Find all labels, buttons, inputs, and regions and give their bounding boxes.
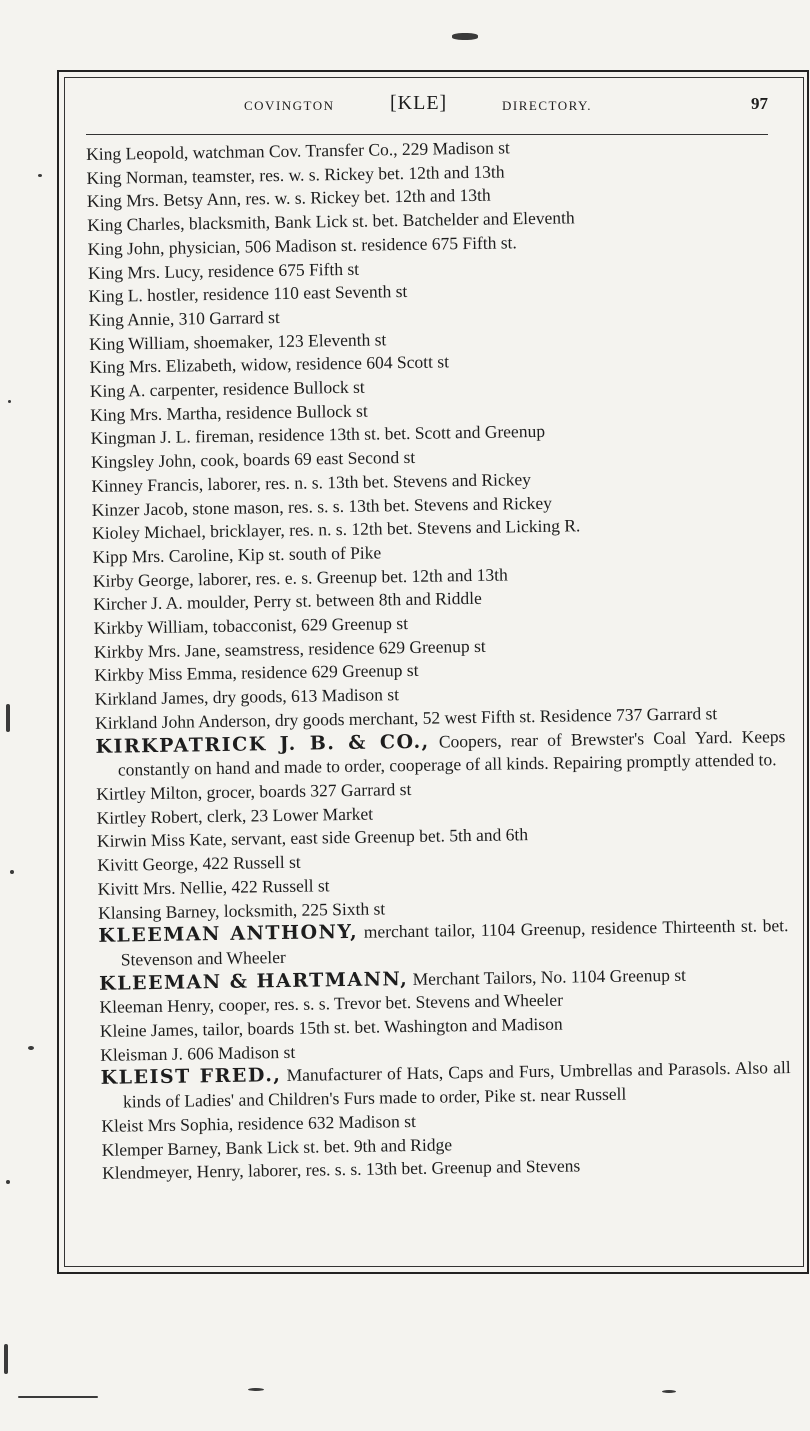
- directory-entry: Kircher J. A. moulder, Perry st. between 8th and Riddle: [93, 588, 482, 615]
- scan-speck: [18, 1396, 98, 1398]
- scan-speck: [38, 174, 42, 177]
- directory-entry: King John, physician, 506 Madison st. residence 675 Fifth st.: [87, 232, 517, 259]
- directory-entry: Kingsley John, cook, boards 69 east Second st: [90, 447, 416, 473]
- ad-text: merchant tailor, 1104 Greenup, residence Thirteenth st. bet. Stevenson and Wheeler: [120, 915, 789, 970]
- directory-entry: Klendmeyer, Henry, laborer, res. s. s. 13th bet. Greenup and Stevens: [102, 1155, 581, 1184]
- directory-entry: Kinney Francis, laborer, res. n. s. 13th bet. Stevens and Rickey: [91, 468, 532, 496]
- ad-name: KLEEMAN ANTHONY,: [98, 921, 359, 948]
- directory-entry: Kirkland James, dry goods, 613 Madison st: [94, 684, 400, 710]
- ad-name: KLEIST FRED.,: [100, 1064, 282, 1090]
- scan-speck: [4, 1344, 8, 1374]
- scan-speck: [6, 704, 10, 732]
- directory-entry: Kirkby William, tobacconist, 629 Greenup st: [93, 613, 409, 639]
- directory-entry: Kivitt George, 422 Russell st: [97, 851, 301, 876]
- ad-text: Manufacturer of Hats, Caps and Furs, Umbrellas and Parasols. Also all kinds of Ladies' and Children's Furs made to order, Pike st. near Russell: [122, 1057, 791, 1112]
- directory-entry: Kinzer Jacob, stone mason, res. s. s. 13th bet. Stevens and Rickey: [91, 492, 553, 520]
- directory-entry: King Mrs. Lucy, residence 675 Fifth st: [87, 258, 360, 283]
- directory-entry: Klansing Barney, locksmith, 225 Sixth st: [97, 897, 386, 923]
- directory-entry: Kleisman J. 606 Madison st: [100, 1041, 296, 1065]
- scan-speck: [248, 1388, 264, 1391]
- directory-entry: Klemper Barney, Bank Lick st. bet. 9th and Ridge: [101, 1133, 453, 1160]
- directory-entry: King Annie, 310 Garrard st: [88, 306, 280, 330]
- ad-text: Merchant Tailors, No. 1104 Greenup st: [412, 964, 687, 989]
- ad-name: KLEEMAN & HARTMANN,: [99, 967, 409, 995]
- scan-speck: [452, 33, 478, 40]
- header-letter-range: [KLE]: [390, 92, 448, 114]
- directory-entries: [86, 132, 792, 1186]
- directory-entry: Kleeman Henry, cooper, res. s. s. Trevor bet. Stevens and Wheeler: [99, 989, 564, 1018]
- ad-name: KIRKPATRICK J. B. & CO.,: [95, 730, 430, 758]
- directory-entry: Kirtley Robert, clerk, 23 Lower Market: [96, 803, 374, 828]
- header-city: COVINGTON: [244, 98, 335, 113]
- directory-entry: King Leopold, watchman Cov. Transfer Co., 229 Madison st: [86, 137, 510, 164]
- directory-entry: Kipp Mrs. Caroline, Kip st. south of Pike: [92, 542, 382, 567]
- directory-entry: King A. carpenter, residence Bullock st: [89, 376, 365, 401]
- directory-entry: King Mrs. Elizabeth, widow, residence 604 Scott st: [89, 351, 450, 378]
- header-title: DIRECTORY.: [502, 98, 593, 113]
- page-number: 97: [751, 94, 768, 113]
- scan-speck: [28, 1046, 34, 1050]
- directory-entry: Kirkby Mrs. Jane, seamstress, residence 629 Greenup st: [93, 635, 486, 662]
- scan-speck: [6, 1180, 10, 1184]
- directory-entry: Kirwin Miss Kate, servant, east side Greenup bet. 5th and 6th: [96, 824, 529, 852]
- directory-entry: King Mrs. Martha, residence Bullock st: [90, 400, 368, 425]
- directory-entry: Kingman J. L. fireman, residence 13th st. bet. Scott and Greenup: [90, 421, 546, 449]
- directory-entry: Kirtley Milton, grocer, boards 327 Garrard st: [96, 778, 412, 804]
- scan-speck: [8, 400, 11, 403]
- directory-entry: Kleist Mrs Sophia, residence 632 Madison st: [101, 1110, 417, 1136]
- scan-speck: [662, 1390, 676, 1393]
- directory-entry: Kirkby Miss Emma, residence 629 Greenup st: [94, 660, 419, 686]
- directory-entry: King Charles, blacksmith, Bank Lick st. bet. Batchelder and Eleventh: [87, 207, 575, 236]
- directory-entry: King Norman, teamster, res. w. s. Rickey bet. 12th and 13th: [86, 161, 505, 188]
- directory-entry: King William, shoemaker, 123 Eleventh st: [88, 328, 387, 354]
- directory-entry: King Mrs. Betsy Ann, res. w. s. Rickey bet. 12th and 13th: [86, 185, 491, 212]
- ad-text: Coopers, rear of Brewster's Coal Yard. Keeps constantly on hand and made to order, cooperage of all kinds. Repairing promptly attended to.: [117, 725, 786, 780]
- directory-entry: Kleine James, tailor, boards 15th st. bet. Washington and Madison: [99, 1013, 563, 1041]
- scan-speck: [10, 870, 14, 874]
- directory-entry: King L. hostler, residence 110 east Seventh st: [88, 281, 408, 307]
- page-header: [64, 86, 768, 126]
- directory-entry: Kirkland John Anderson, dry goods merchant, 52 west Fifth st. Residence 737 Garrard st: [94, 703, 718, 733]
- directory-entry: Kioley Michael, bricklayer, res. n. s. 12th bet. Stevens and Licking R.: [91, 515, 581, 544]
- directory-entry: Kivitt Mrs. Nellie, 422 Russell st: [97, 875, 330, 899]
- directory-entry: Kirby George, laborer, res. e. s. Greenup bet. 12th and 13th: [92, 564, 508, 591]
